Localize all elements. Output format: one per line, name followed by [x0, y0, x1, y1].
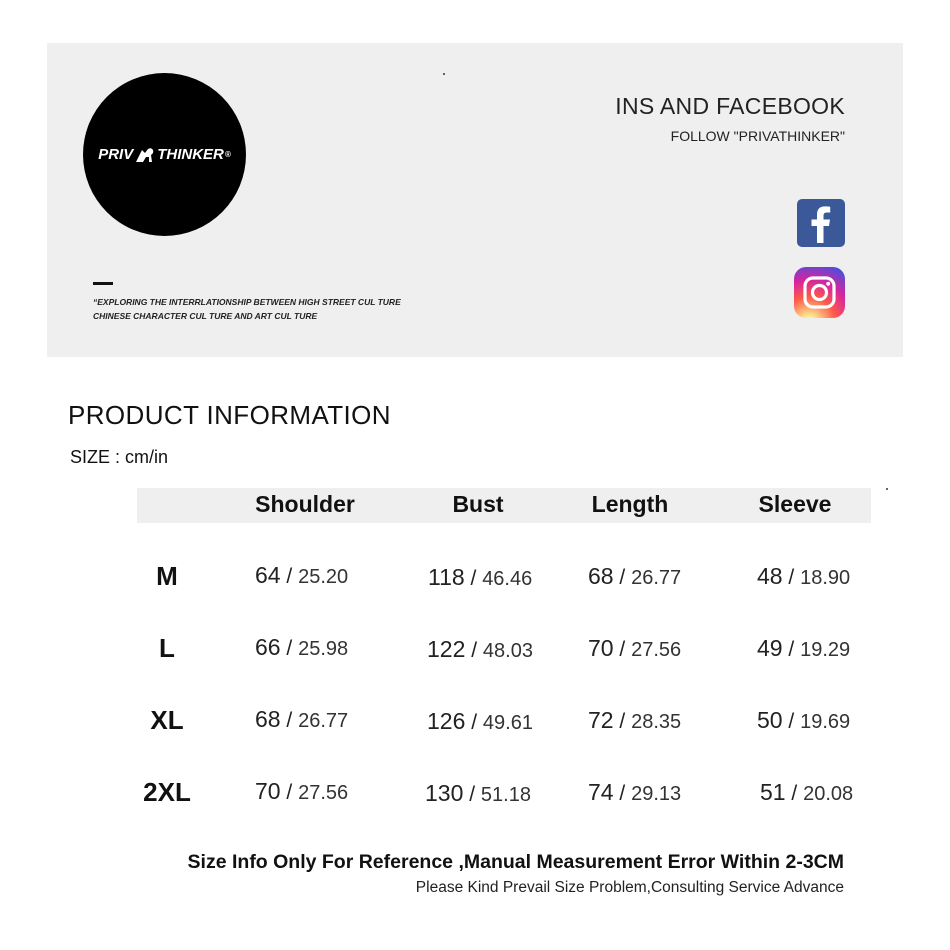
column-header-shoulder: Shoulder	[255, 491, 355, 517]
logo-right-text: THINKER	[157, 146, 224, 163]
tagline-line-2: CHINESE CHARACTER CUL TURE AND ART CUL TURE	[93, 311, 318, 321]
tagline-line-1: “EXPLORING THE INTERRLATIONSHIP BETWEEN HIGH STREET CUL TURE	[93, 297, 401, 307]
table-cell: 70 / 27.56	[255, 778, 349, 804]
table-cell: 68 / 26.77	[255, 706, 349, 732]
size-label-m: M	[156, 561, 178, 591]
social-title: INS AND FACEBOOK	[615, 93, 845, 119]
table-cell: 50 / 19.69	[757, 707, 851, 733]
thinker-figure-icon	[134, 146, 156, 164]
logo-left-text: PRIV	[98, 146, 134, 163]
instagram-icon[interactable]	[794, 267, 845, 318]
column-header-length: Length	[591, 491, 669, 517]
logo-registered-mark: ®	[224, 150, 231, 159]
tagline-dash	[93, 282, 113, 285]
table-cell: 51 / 20.08	[760, 779, 854, 805]
brand-tagline	[93, 295, 401, 323]
column-header-sleeve: Sleeve	[758, 491, 832, 517]
table-cell: 130 / 51.18	[425, 780, 531, 806]
facebook-icon[interactable]	[797, 199, 845, 247]
table-cell: 49 / 19.29	[757, 635, 851, 661]
table-cell: 118 / 46.46	[428, 564, 533, 590]
table-cell: 48 / 18.90	[757, 563, 851, 589]
stray-dot	[443, 73, 445, 75]
social-follow-text: FOLLOW "PRIVATHINKER"	[670, 128, 845, 144]
table-cell: 70 / 27.56	[588, 635, 682, 661]
stray-dot	[886, 488, 888, 490]
brand-banner	[47, 43, 903, 357]
instagram-camera-glyph	[794, 267, 845, 318]
table-cell: 72 / 28.35	[588, 707, 682, 733]
size-label-l: L	[159, 633, 175, 663]
column-header-bust: Bust	[452, 491, 504, 517]
table-cell: 64 / 25.20	[255, 562, 349, 588]
facebook-f-glyph	[797, 199, 845, 247]
service-note: Please Kind Prevail Size Problem,Consulting Service Advance	[415, 879, 844, 896]
section-title: PRODUCT INFORMATION	[68, 400, 391, 430]
brand-logo	[83, 73, 246, 236]
table-cell: 66 / 25.98	[255, 634, 349, 660]
table-cell: 126 / 49.61	[427, 708, 533, 734]
brand-logo-text	[98, 146, 231, 164]
size-label-2xl: 2XL	[143, 777, 191, 807]
size-label-xl: XL	[150, 705, 184, 735]
table-cell: 68 / 26.77	[588, 563, 682, 589]
size-disclaimer: Size Info Only For Reference ,Manual Measurement Error Within 2-3CM	[187, 851, 844, 873]
size-unit-label: SIZE : cm/in	[70, 447, 169, 467]
table-cell: 122 / 48.03	[427, 636, 533, 662]
table-cell: 74 / 29.13	[588, 779, 682, 805]
